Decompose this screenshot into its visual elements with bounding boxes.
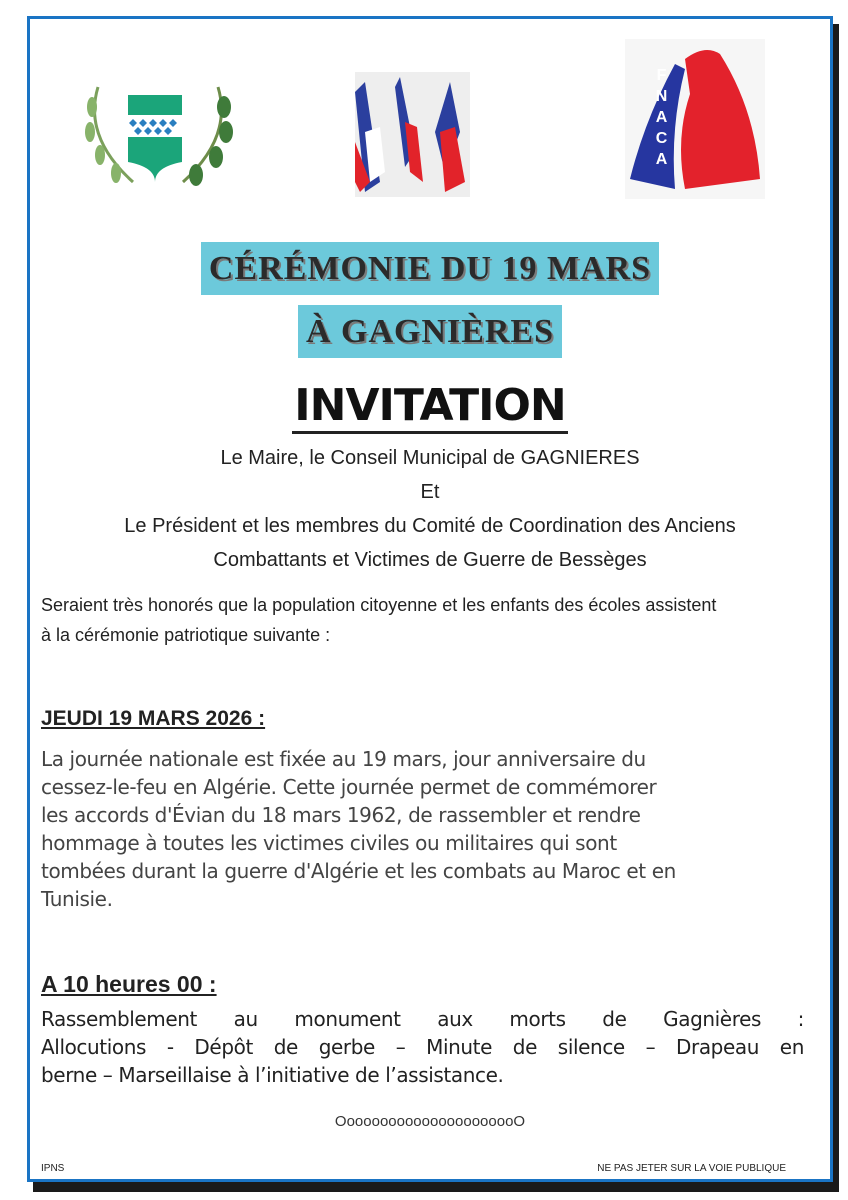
title-line-1: CÉRÉMONIE DU 19 MARS bbox=[201, 242, 659, 295]
hosts-line-4: Combattants et Victimes de Guerre de Bessèges bbox=[213, 549, 647, 571]
hosts-line-2: Et bbox=[420, 481, 440, 503]
footer-notice: NE PAS JETER SUR LA VOIE PUBLIQUE bbox=[597, 1163, 786, 1174]
poster-frame bbox=[27, 16, 833, 1182]
intro-line-1: Seraient très honorés que la population citoyenne et les enfants des écoles assistent bbox=[41, 595, 717, 615]
description: La journée nationale est fixée au 19 mars, jour anniversaire du cessez-le-feu en Algérie. Cette journée permet de commémorer les accords d'Évian du 18 mars 1962, de rassembler et rendre hommage à toutes les victimes civiles ou militaires qui sont tombées durant la guerre d'Algérie et les combats au Maroc et en Tunisie. bbox=[41, 747, 676, 911]
invitation-heading: INVITATION bbox=[292, 381, 567, 434]
time-heading: A 10 heures 00 : bbox=[41, 971, 217, 997]
hosts-line-3: Le Président et les membres du Comité de Coordination des Anciens bbox=[124, 515, 736, 537]
fnaca-logo-text: FNACA bbox=[653, 67, 670, 172]
title-line-2: À GAGNIÈRES bbox=[298, 305, 562, 358]
date-heading: JEUDI 19 MARS 2026 : bbox=[41, 707, 266, 730]
program: Rassemblement au monument aux morts de Gagnières : Allocutions - Dépôt de gerbe – Minute de silence – Drapeau en berne – Marseillaise à l’initiative de l’assistance. bbox=[41, 1007, 804, 1087]
intro-line-2: à la cérémonie patriotique suivante : bbox=[41, 625, 331, 645]
footer-ipns: IPNS bbox=[41, 1163, 65, 1174]
coat-of-arms-logo bbox=[78, 67, 238, 197]
separator: OooooooooooooooooooooO bbox=[334, 1113, 526, 1130]
hosts-line-1: Le Maire, le Conseil Municipal de GAGNIERES bbox=[220, 447, 640, 469]
french-flags-image bbox=[355, 72, 470, 197]
